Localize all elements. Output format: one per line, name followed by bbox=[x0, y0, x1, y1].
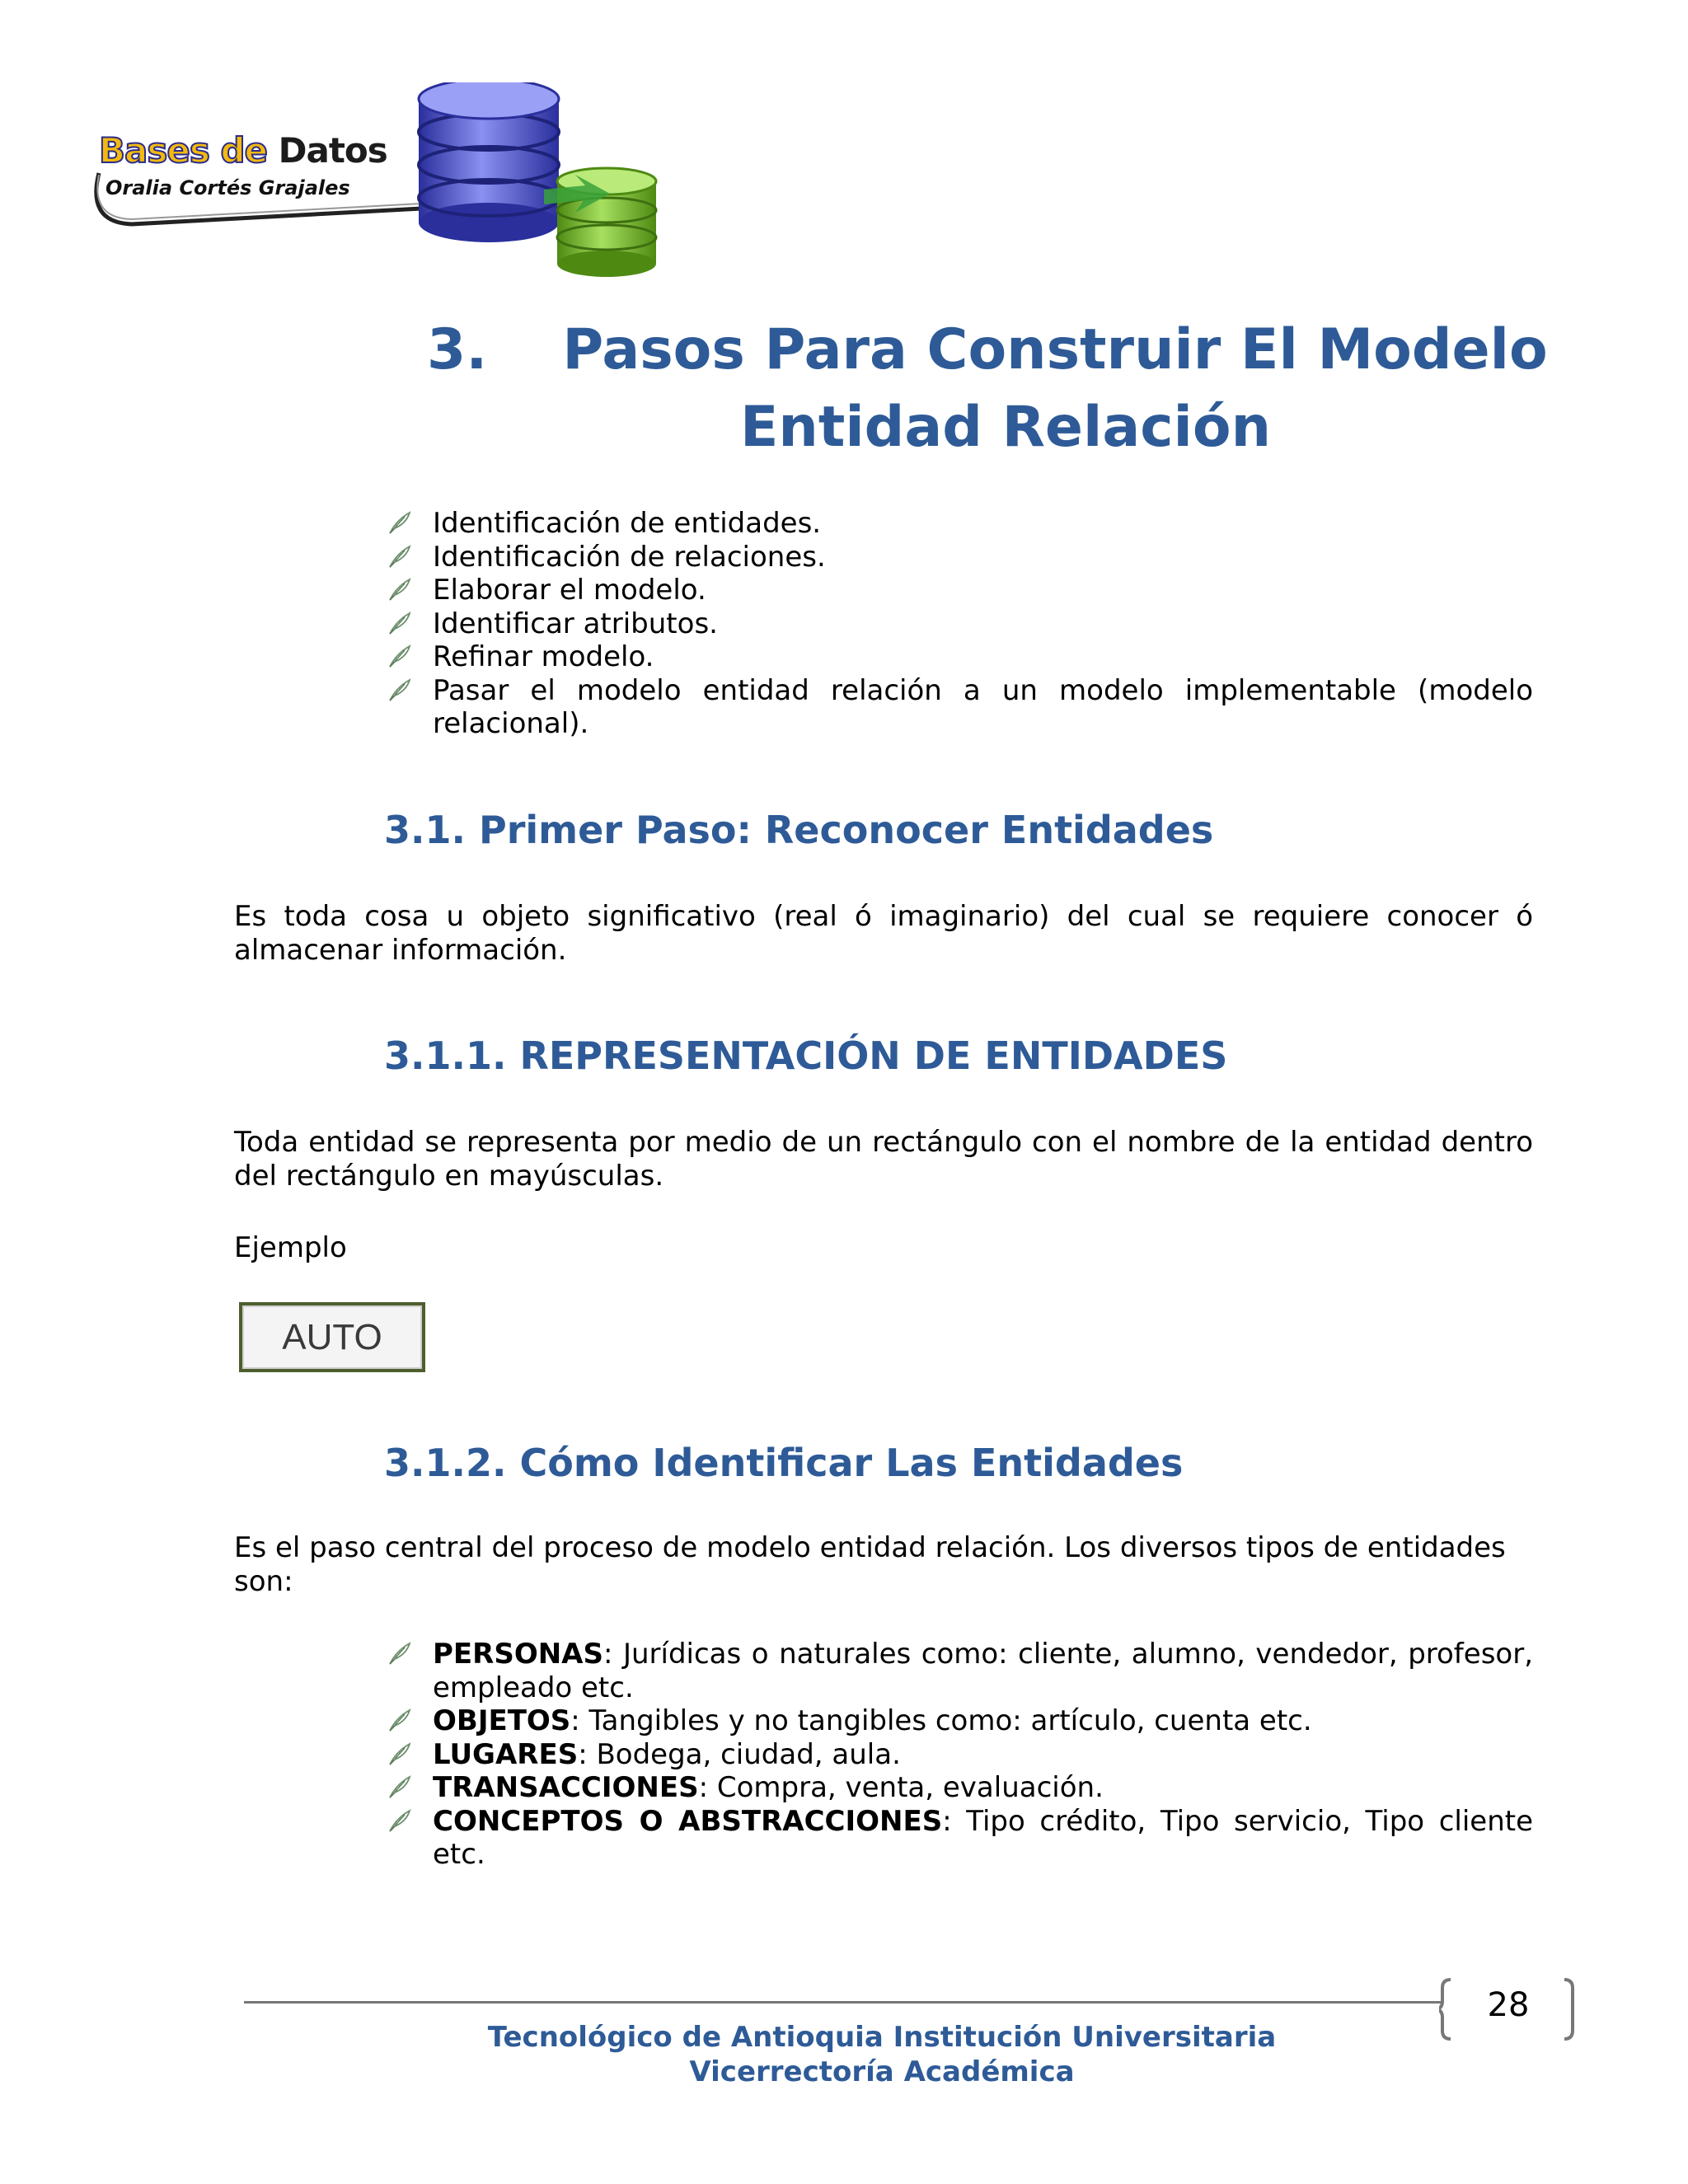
entity-type-description: : Compra, venta, evaluación. bbox=[698, 1771, 1104, 1804]
feather-bullet-icon bbox=[385, 510, 413, 537]
title-line-2: Entidad Relación bbox=[739, 395, 1271, 460]
entity-type-item bbox=[385, 1805, 1533, 1872]
feather-bullet-icon bbox=[385, 677, 413, 704]
step-item bbox=[385, 640, 1533, 674]
footer-divider bbox=[244, 2001, 1442, 2004]
section-3-1-2-text: Es el paso central del proceso de modelo entidad relación. Los diversos tipos de entidades son: bbox=[234, 1531, 1506, 1598]
footer-institution: Tecnológico de Antioquia Institución Universitaria bbox=[487, 2021, 1277, 2054]
feather-bullet-icon bbox=[385, 1708, 413, 1734]
page-title bbox=[396, 312, 1615, 466]
steps-list bbox=[385, 507, 1533, 741]
entity-types-list bbox=[385, 1638, 1533, 1872]
step-item bbox=[385, 607, 1533, 641]
title-line-1: Pasos Para Construir El Modelo bbox=[562, 317, 1548, 382]
feather-bullet-icon bbox=[385, 1641, 413, 1667]
entity-type-description: : Bodega, ciudad, aula. bbox=[578, 1737, 901, 1771]
entity-type-item bbox=[385, 1738, 1533, 1772]
entity-type-description: : Tangibles y no tangibles como: artículo, cuenta etc. bbox=[570, 1704, 1312, 1737]
feather-bullet-icon bbox=[385, 1808, 413, 1835]
title-number: 3. bbox=[427, 317, 488, 382]
entity-type-description: : Jurídicas o naturales como: cliente, alumno, vendedor, profesor, empleado etc. bbox=[433, 1638, 1533, 1704]
step-text: Identificar atributos. bbox=[433, 607, 718, 640]
entity-type-item bbox=[385, 1771, 1533, 1805]
step-item bbox=[385, 574, 1533, 607]
step-item bbox=[385, 541, 1533, 574]
section-3-1-text: Es toda cosa u objeto significativo (real ó imaginario) del cual se requiere conocer ó almacenar información. bbox=[234, 900, 1533, 967]
entity-type-description: : Tipo crédito, Tipo servicio, Tipo cliente etc. bbox=[433, 1804, 1533, 1871]
green-database-icon bbox=[557, 168, 656, 277]
step-text: Identificación de entidades. bbox=[433, 507, 822, 540]
step-item bbox=[385, 674, 1533, 741]
step-text: Elaborar el modelo. bbox=[433, 574, 706, 607]
section-heading-3-1-1: 3.1.1. REPRESENTACIÓN DE ENTIDADES bbox=[384, 1033, 1228, 1078]
entity-type-item bbox=[385, 1704, 1533, 1738]
feather-bullet-icon bbox=[385, 644, 413, 670]
feather-bullet-icon bbox=[385, 1774, 413, 1801]
page-number: 28 bbox=[1487, 1986, 1530, 2024]
entity-type-term: LUGARES bbox=[433, 1737, 579, 1771]
step-item bbox=[385, 507, 1533, 541]
logo-title: Bases de Datos bbox=[99, 130, 387, 171]
entity-type-item bbox=[385, 1638, 1533, 1704]
feather-bullet-icon bbox=[385, 544, 413, 570]
example-label: Ejemplo bbox=[234, 1231, 347, 1264]
feather-bullet-icon bbox=[385, 1741, 413, 1768]
section-3-1-1-text: Toda entidad se representa por medio de un rectángulo con el nombre de la entidad dentro del rectángulo en mayúsculas. bbox=[234, 1126, 1533, 1193]
footer-department: Vicerrectoría Académica bbox=[689, 2055, 1075, 2088]
entity-rectangle-example: AUTO bbox=[239, 1302, 425, 1372]
section-heading-3-1: 3.1. Primer Paso: Reconocer Entidades bbox=[384, 808, 1214, 852]
entity-type-term: PERSONAS bbox=[433, 1638, 603, 1671]
step-text: Pasar el modelo entidad relación a un modelo implementable (modelo relacional). bbox=[433, 673, 1533, 740]
step-text: Refinar modelo. bbox=[433, 640, 654, 673]
entity-type-term: OBJETOS bbox=[433, 1704, 571, 1737]
step-text: Identificación de relaciones. bbox=[433, 540, 826, 574]
logo-author: Oralia Cortés Grajales bbox=[106, 176, 350, 199]
feather-bullet-icon bbox=[385, 577, 413, 603]
entity-type-term: CONCEPTOS O ABSTRACCIONES bbox=[433, 1804, 943, 1838]
entity-type-term: TRANSACCIONES bbox=[433, 1771, 699, 1804]
blue-database-icon bbox=[419, 82, 559, 242]
section-heading-3-1-2: 3.1.2. Cómo Identificar Las Entidades bbox=[384, 1441, 1184, 1485]
feather-bullet-icon bbox=[385, 611, 413, 637]
